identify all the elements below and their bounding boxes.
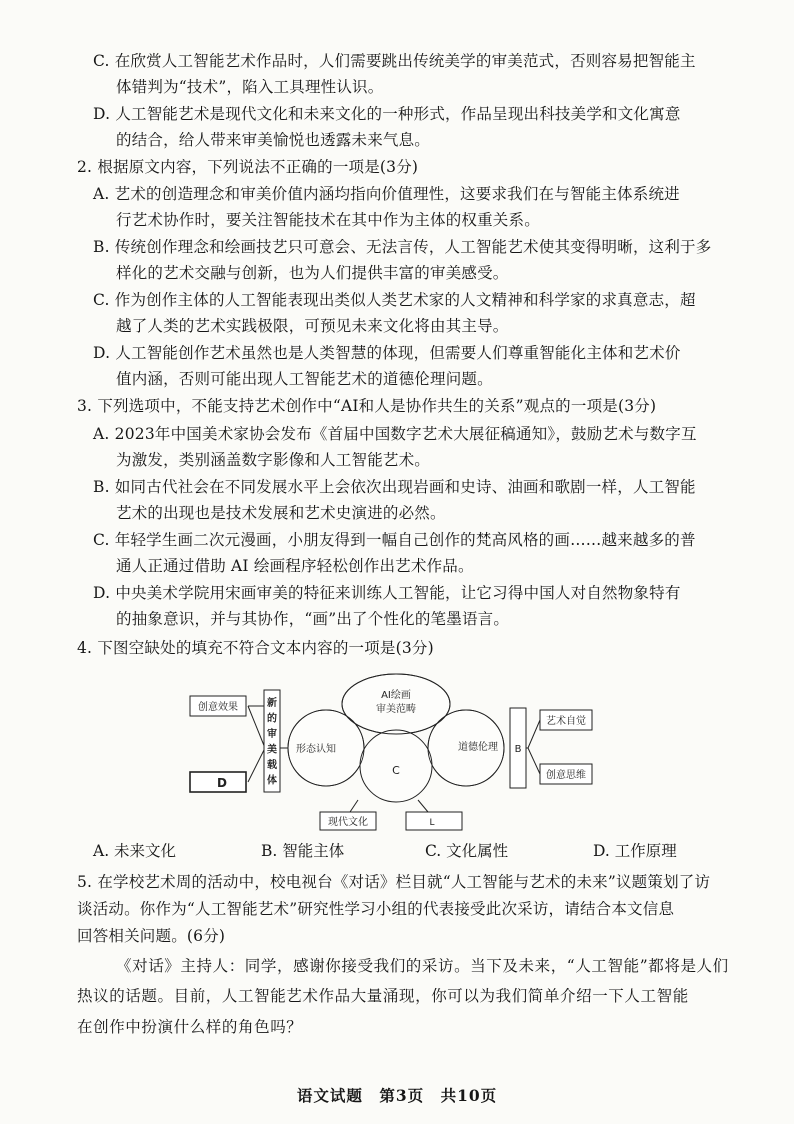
q3-option-d-line1: D. 中央美术学院用宋画审美的特征来训练人工智能，让它习得中国人对自然物象特有 [93,584,681,602]
connector-bottom-right [418,800,428,812]
q4-answer-d: D. 工作原理 [593,842,677,860]
vertical-box-b-label: B [514,744,522,755]
q3-option-c-line1: C. 年轻学生画二次元漫画，小朋友得到一幅自己创作的梵高风格的画……越来越多的普 [93,531,696,549]
circle-form-cognition-label: 形态认知 [296,744,336,755]
q3-option-c-line2: 通人正通过借助 AI 绘画程序轻松创作出艺术作品。 [116,557,474,575]
connector-left-bottom [248,748,265,782]
q1-option-c-line1: C. 在欣赏人工智能艺术作品时，人们需要跳出传统美学的审美范式，否则容易把智能主 [93,52,696,70]
q1-option-d-line2: 的结合，给人带来审美愉悦也透露未来气息。 [116,131,431,149]
vertical-char-5: 体 [267,775,277,787]
box-art-consciousness-label: 艺术自觉 [546,716,586,727]
circle-moral-ethics-label: 道德伦理 [458,742,498,753]
connector-right-bottom [528,748,540,774]
q3-stem: 3. 下列选项中，不能支持艺术创作中“AI和人是协作共生的关系”观点的一项是(3分) [77,397,657,415]
circle-c-label: C [392,764,400,777]
q3-option-b-line2: 艺术的出现也是技术发展和艺术史演进的必然。 [116,504,446,522]
box-blank-d-label: D [217,776,227,790]
box-modern-culture-label: 现代文化 [328,817,368,828]
concept-diagram [180,670,640,840]
q3-option-b-line1: B. 如同古代社会在不同发展水平上会依次出现岩画和史诗、油画和歌剧一样，人工智能 [93,478,696,496]
q1-option-d-line1: D. 人工智能艺术是现代文化和未来文化的一种形式，作品呈现出科技美学和文化寓意 [93,105,681,123]
q3-option-a-line1: A. 2023年中国美术家协会发布《首届中国数字艺术大展征稿通知》，鼓励艺术与数字互 [93,425,697,443]
q2-option-d-line1: D. 人工智能创作艺术虽然也是人类智慧的体现，但需要人们尊重智能化主体和艺术价 [93,344,681,362]
vertical-char-0: 新 [267,698,277,709]
q2-option-b-line1: B. 传统创作理念和绘画技艺只可意会、无法言传，人工智能艺术使其变得明晰，这利于多 [93,238,712,256]
vertical-char-4: 载 [267,760,277,771]
q4-answer-b: B. 智能主体 [261,842,345,860]
q3-option-d-line2: 的抽象意识，并与其协作，“画”出了个性化的笔墨语言。 [116,610,510,628]
page-footer: 语文试题 第3页 共10页 [296,1086,498,1105]
box-creative-effect-label: 创意效果 [198,702,238,713]
connector-bottom-left [350,800,358,812]
dialogue-line2: 热议的话题。目前，人工智能艺术作品大量涌现，你可以为我们简单介绍一下人工智能 [77,987,689,1005]
box-blank-a-label: L [429,818,435,828]
vertical-char-1: 的 [267,713,277,725]
q2-option-a-line2: 行艺术协作时，要关注智能技术在其中作为主体的权重关系。 [116,211,540,229]
vertical-char-3: 美 [267,744,277,756]
box-creative-thinking-label: 创意思维 [546,770,586,781]
q2-option-d-line2: 值内涵，否则可能出现人工智能艺术的道德伦理问题。 [116,370,493,388]
dialogue-line3: 在创作中扮演什么样的角色吗？ [77,1018,303,1036]
q5-stem-line2: 谈活动。你作为“人工智能艺术”研究性学习小组的代表接受此次采访，请结合本文信息 [77,900,675,918]
q3-option-a-line2: 为激发，类别涵盖数字影像和人工智能艺术。 [116,451,431,469]
ellipse-label-line1: AI绘画 [381,690,411,701]
q4-stem: 4. 下图空缺处的填充不符合文本内容的一项是(3分) [77,639,434,657]
q4-answer-c: C. 文化属性 [425,842,509,860]
vertical-char-2: 审 [267,729,277,740]
connector-left-top [248,706,265,748]
q2-option-b-line2: 样化的艺术交融与创新，也为人们提供丰富的审美感受。 [116,264,509,282]
q2-option-a-line1: A. 艺术的创造理念和审美价值内涵均指向价值理性，这要求我们在与智能主体系统进 [93,185,680,203]
q2-stem: 2. 根据原文内容，下列说法不正确的一项是(3分) [77,158,419,176]
q2-option-c-line2: 越了人类的艺术实践极限，可预见未来文化将由其主导。 [116,317,509,335]
q5-stem-line3: 回答相关问题。(6分) [77,927,226,945]
q2-option-c-line1: C. 作为创作主体的人工智能表现出类似人类艺术家的人文精神和科学家的求真意志，超 [93,291,696,309]
q4-answer-a: A. 未来文化 [93,842,177,860]
dialogue-line1: 《对话》主持人：同学，感谢你接受我们的采访。当下及未来，“人工智能”都将是人们 [116,957,729,975]
q1-option-c-line2: 体错判为“技术”，陷入工具理性认识。 [116,78,384,96]
connector-right-top [528,720,540,748]
ellipse-label-line2: 审美范畴 [376,704,416,715]
q5-stem-line1: 5. 在学校艺术周的活动中，校电视台《对话》栏目就“人工智能与艺术的未来”议题策划了访 [77,873,711,891]
